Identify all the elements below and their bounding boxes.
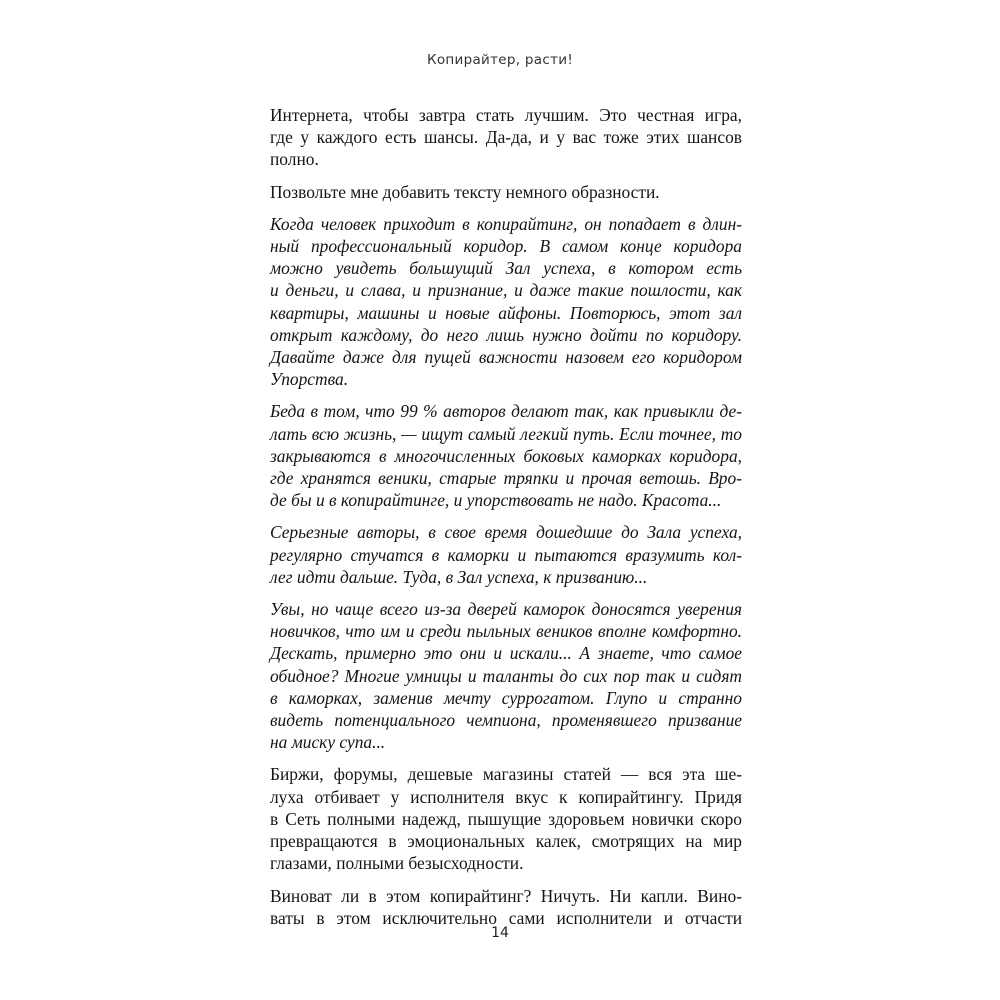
text-line: Когда человек приходит в копирайтинг, он попадает в длин- [270,213,742,234]
text-line: открыт каждому, до него лишь нужно дойти по коридору. [270,324,742,345]
text-line: Позвольте мне добавить тексту немного образности. [270,181,660,202]
text-line: обидное? Многие умницы и таланты до сих пор так и сидят [270,665,742,686]
text-line: квартиры, машины и новые айфоны. Повторюсь, этот зал [270,302,742,323]
paragraph [270,598,742,753]
text-line: Упорства. [270,369,349,390]
text-line: регулярно стучатся в каморки и пытаются вразумить кол- [270,544,742,565]
text-line: можно увидеть большущий Зал успеха, в котором есть [270,258,742,279]
text-line: глазами, полными безысходности. [270,853,524,874]
paragraph [270,104,742,171]
text-line: ный профессиональный коридор. В самом конце коридора [270,236,742,257]
paragraph [270,213,742,391]
text-line: где хранятся веники, старые тряпки и прочая ветошь. Вро- [270,468,742,489]
text-line: новичков, что им и среди пыльных веников вполне комфортно. [270,621,742,642]
running-header: Копирайтер, расти! [426,52,574,68]
text-line: луха отбивает у исполнителя вкус к копирайтингу. Придя [270,786,742,807]
text-line: Увы, но чаще всего из-за дверей каморок доносятся уверения [270,599,742,620]
text-line: на миску супа... [270,732,386,753]
text-line: в Сеть полными надежд, пышущие здоровьем новички скоро [270,808,742,829]
paragraph [270,181,742,203]
body-text [270,104,742,939]
text-line: Серьезные авторы, в свое время дошедшие до Зала успеха, [270,522,742,543]
text-line: Беда в том, что 99 % авторов делают так, как привыкли де- [270,401,742,422]
paragraph [270,521,742,588]
text-line: где у каждого есть шансы. Да-да, и у вас тоже этих шансов [270,127,742,148]
paragraph [270,400,742,511]
text-line: превращаются в эмоциональных калек, смотрящих на мир [270,831,742,852]
text-line: ваты в этом исключительно сами исполнители и отчасти [270,907,742,928]
text-line: Виноват ли в этом копирайтинг? Ничуть. Ни капли. Вино- [270,885,742,906]
text-line: де бы и в копирайтинге, и упорствовать не надо. Красота... [270,490,722,511]
text-line: Биржи, форумы, дешевые магазины статей — вся эта ше- [270,764,742,785]
text-line: закрываются в многочисленных боковых каморках коридора, [270,445,742,466]
text-line: Интернета, чтобы завтра стать лучшим. Это честная игра, [270,105,742,125]
text-line: в каморках, заменив мечту суррогатом. Глупо и странно [270,687,742,708]
paragraph [270,885,742,929]
text-line: Дескать, примерно это они и искали... А знаете, что самое [270,643,742,664]
text-line: Давайте даже для пущей важности назовем его коридором [270,347,742,368]
text-line: лать всю жизнь, — ищут самый легкий путь. Если точнее, то [270,423,742,444]
text-line: видеть потенциального чемпиона, променявшего призвание [270,710,742,731]
text-line: лег идти дальше. Туда, в Зал успеха, к призванию... [270,566,648,587]
page-number: 14 [491,925,509,941]
text-line: и деньги, и слава, и признание, и даже такие пошлости, как [270,280,742,301]
text-line: полно. [270,149,319,170]
paragraph [270,763,742,874]
